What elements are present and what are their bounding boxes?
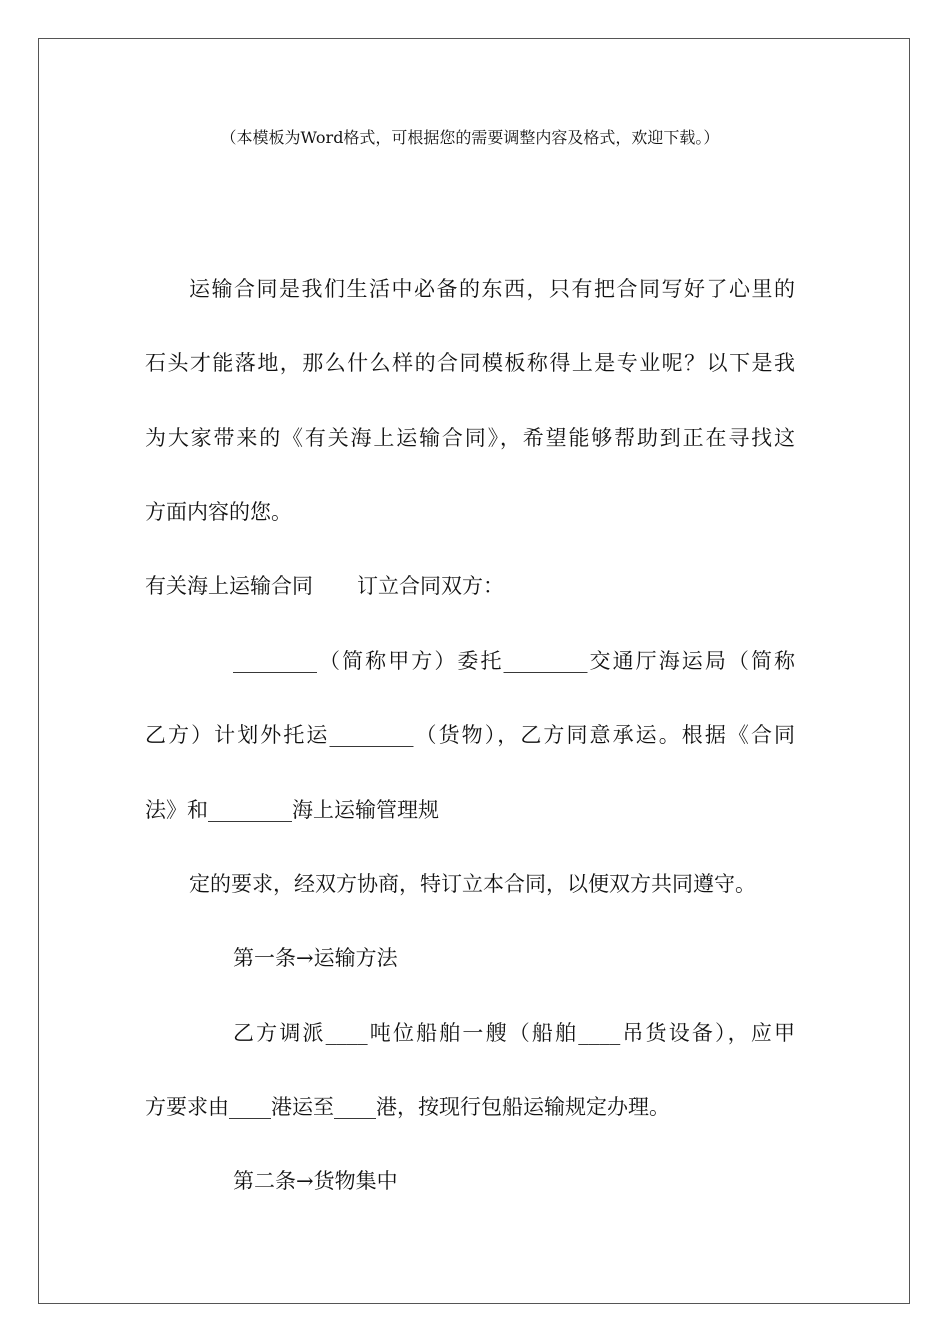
body-line-1: ________（简称甲方）委托________交通厅海运局（简称	[233, 649, 795, 673]
contract-title: 有关海上运输合同	[145, 574, 313, 598]
intro-line-3: 为大家带来的《有关海上运输合同》，希望能够帮助到正在寻找这	[145, 426, 795, 450]
body-line-2: 乙方）计划外托运________（货物），乙方同意承运。根据《合同	[145, 723, 795, 747]
article-1-heading: 第一条→运输方法	[233, 946, 398, 970]
intro-line-1: 运输合同是我们生活中必备的东西，只有把合同写好了心里的	[189, 277, 795, 301]
body-line-4: 定的要求，经双方协商，特订立本合同，以便双方共同遵守。	[189, 872, 756, 896]
article-2-heading: 第二条→货物集中	[233, 1169, 398, 1193]
article-1-line-1: 乙方调派____吨位船舶一艘（船舶____吊货设备），应甲	[233, 1021, 795, 1045]
body-line-3: 法》和________海上运输管理规	[145, 798, 439, 822]
template-note: （本模板为Word格式，可根据您的需要调整内容及格式，欢迎下载。）	[220, 128, 720, 147]
parties-heading: 订立合同双方：	[357, 574, 504, 598]
intro-line-4: 方面内容的您。	[145, 500, 292, 524]
contract-title-line	[145, 571, 795, 601]
intro-line-2: 石头才能落地，那么什么样的合同模板称得上是专业呢？以下是我	[145, 351, 795, 375]
article-1-line-2: 方要求由____港运至____港，按现行包船运输规定办理。	[145, 1095, 670, 1119]
